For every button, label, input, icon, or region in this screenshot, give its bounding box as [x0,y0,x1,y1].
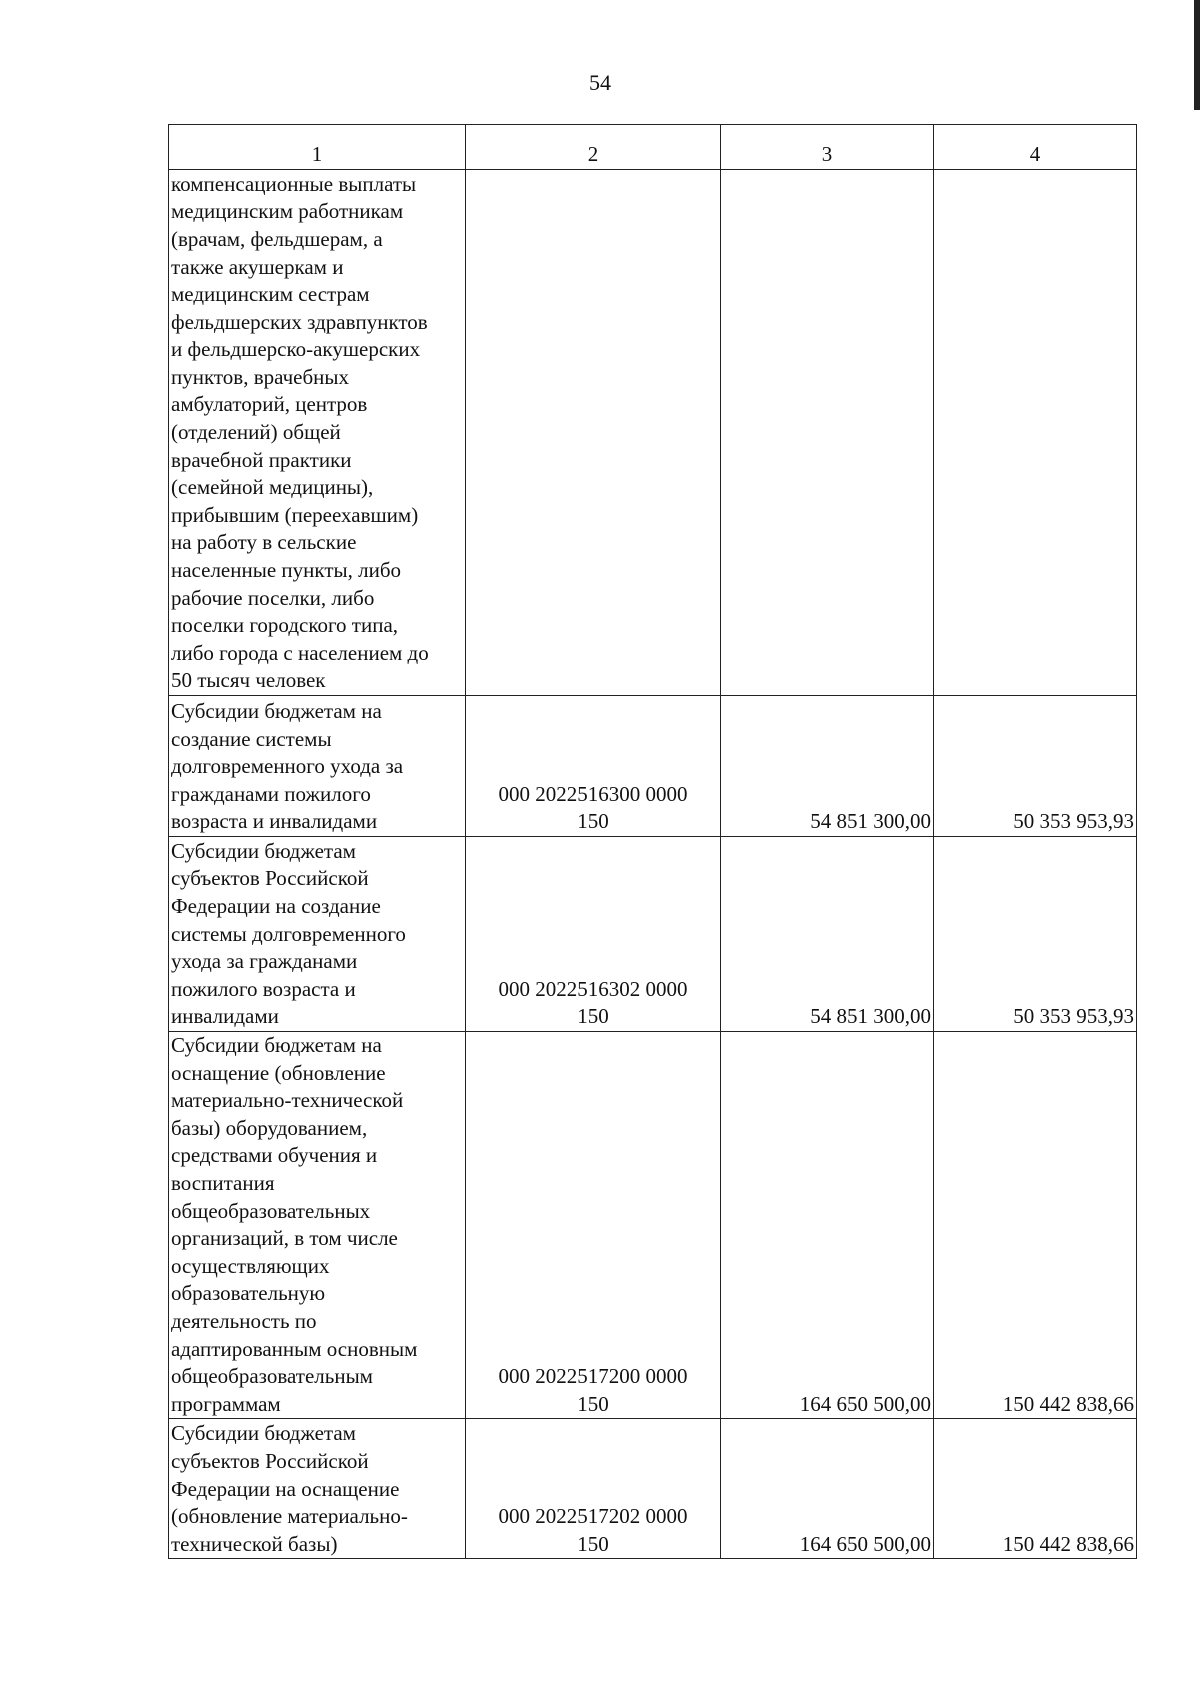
row-actual-cell [934,170,1137,696]
row-actual-cell [934,1032,1137,1419]
table-row [169,170,1137,696]
header-col-1: 1 [169,125,466,170]
row-plan: 54 851 300,00 [810,1004,931,1029]
table-row [169,696,1137,837]
row-name-cell [169,1032,466,1419]
table-header-row [169,125,1137,170]
header-col-4: 4 [934,125,1137,170]
row-code-cell [466,1032,721,1419]
row-name-cell [169,1419,466,1559]
row-plan: 164 650 500,00 [799,1391,931,1416]
table-row [169,1419,1137,1559]
header-col-3: 3 [721,125,934,170]
budget-table [168,124,1137,1559]
row-code-cell [466,696,721,837]
row-actual-cell [934,1419,1137,1559]
row-plan: 54 851 300,00 [810,809,931,834]
row-actual: 50 353 953,93 [1013,809,1134,834]
table-row [169,837,1137,1032]
row-code: 000 2022516300 0000 150 [498,781,688,834]
row-name-cell [169,837,466,1032]
row-name: Субсидии бюджетам на создание системы долговременного ухода за гражданами пожилого возраста и инвалидами [171,699,404,834]
row-name: компенсационные выплаты медицинским работникам (врачам, фельдшерам, а также акушеркам и медицинским сестрам фельдшерских здравпунктов и фельдшерско-акушерских пунктов, врачебных амбулаторий, центров (отделений) общей врачебной практики (семейной медицины), прибывшим (переехавшим) на работу в сельские населенные пункты, либо рабочие поселки, либо поселки городского типа, либо города с населением до 50 тысяч человек [171,171,429,693]
row-plan-cell [721,170,934,696]
row-name: Субсидии бюджетам на оснащение (обновление материально-технической базы) оборудованием, средствами обучения и воспитания общеобразовательных организаций, в том числе осуществляющих образовательную деятельность по адаптированным основным общеобразовательным программам [171,1033,418,1416]
row-plan: 164 650 500,00 [799,1531,931,1556]
table-row [169,1032,1137,1419]
row-actual: 150 442 838,66 [1002,1531,1134,1556]
row-plan-cell [721,696,934,837]
row-actual: 50 353 953,93 [1013,1004,1134,1029]
row-plan-cell [721,1032,934,1419]
row-code: 000 2022517200 0000 150 [498,1364,688,1416]
row-actual: 150 442 838,66 [1002,1391,1134,1416]
header-col-2: 2 [466,125,721,170]
row-code: 000 2022516302 0000 150 [498,976,688,1029]
row-plan-cell [721,1419,934,1559]
page-number: 54 [589,70,611,95]
row-code-cell [466,170,721,696]
row-code-cell [466,1419,721,1559]
row-name-cell [169,696,466,837]
row-code-cell [466,837,721,1032]
row-name-cell [169,170,466,696]
row-name: Субсидии бюджетам субъектов Российской Федерации на оснащение (обновление материально- технической базы) [171,1421,408,1556]
row-plan-cell [721,837,934,1032]
row-name: Субсидии бюджетам субъектов Российской Федерации на создание системы долговременного ухода за гражданами пожилого возраста и инвалидами [171,838,406,1029]
row-actual-cell [934,837,1137,1032]
row-actual-cell [934,696,1137,837]
row-code: 000 2022517202 0000 150 [498,1504,688,1556]
